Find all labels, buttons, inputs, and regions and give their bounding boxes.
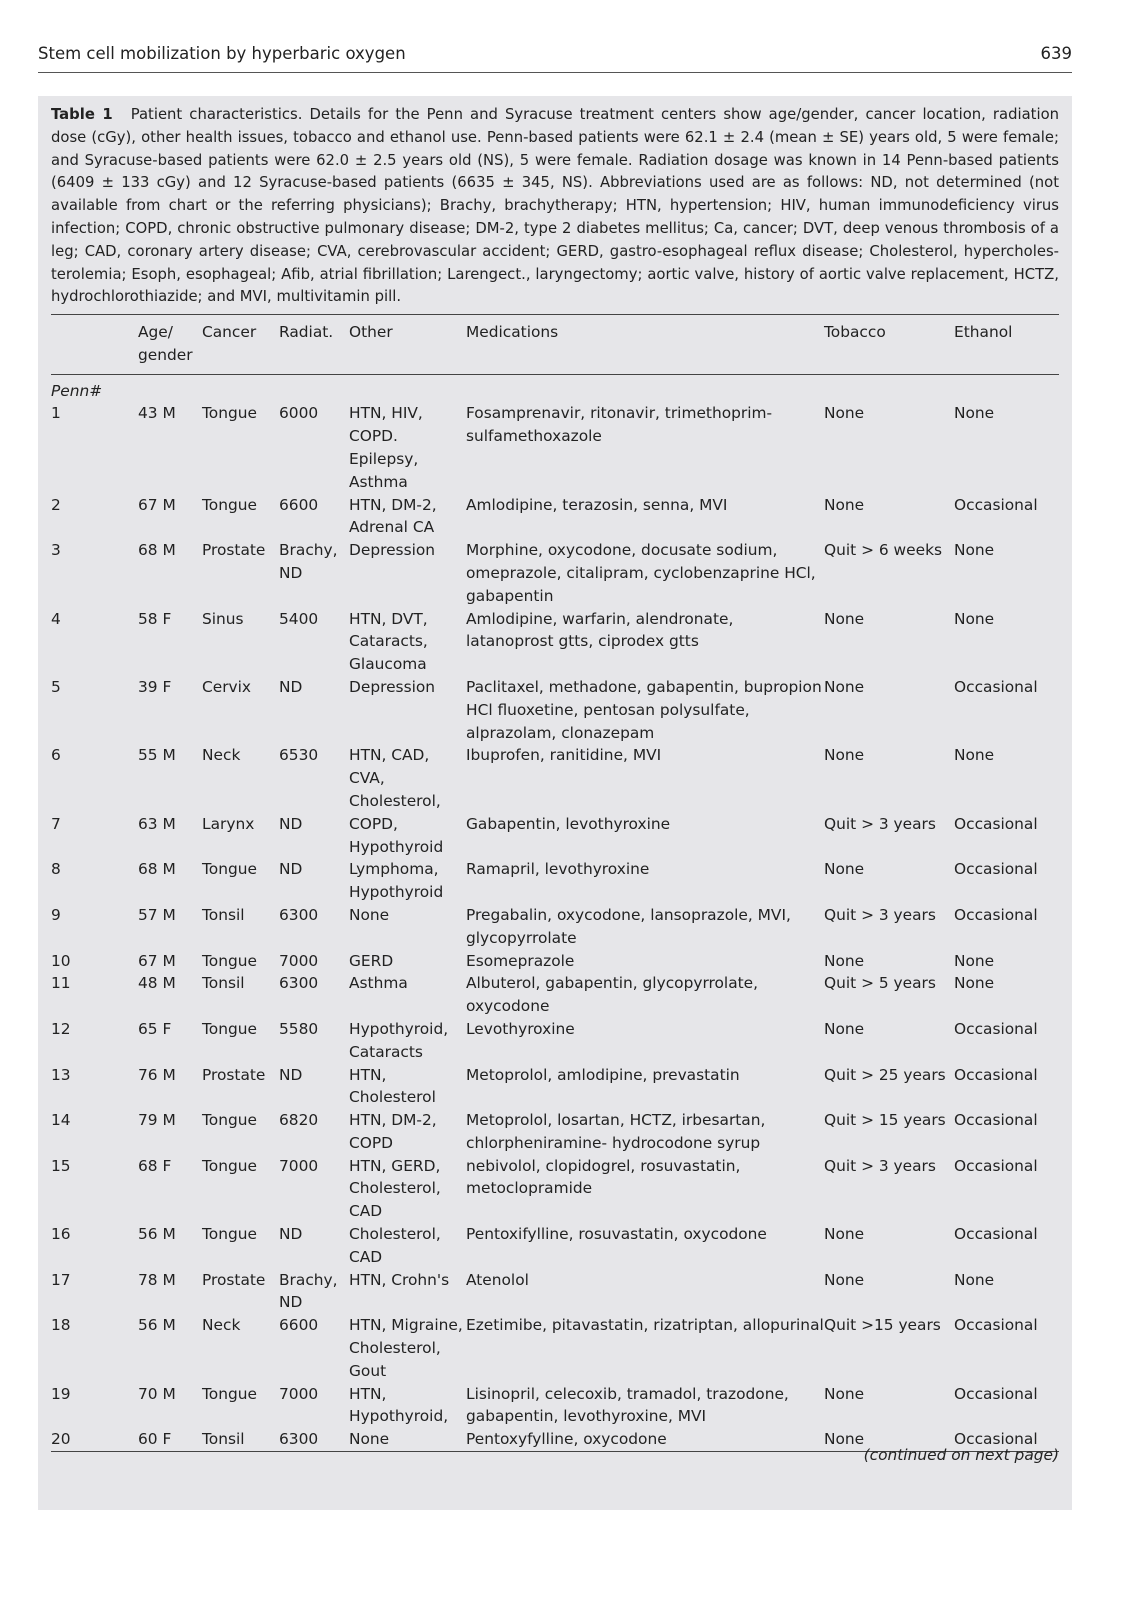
cell-radiation: ND (279, 814, 303, 833)
cell-id: 10 (51, 951, 71, 970)
cell-age-gender: 68 F (138, 1156, 172, 1175)
table-header-row (51, 315, 1059, 375)
cell-radiation: Brachy, ND (279, 541, 338, 582)
col-header-radiation: Radiat. (279, 323, 334, 341)
cell-medications: Amlodipine, warfarin, alendronate, latanoprost gtts, ciprodex gtts (466, 609, 734, 651)
cell-cancer: Tongue (202, 1384, 257, 1403)
cell-age-gender: 56 M (138, 1316, 176, 1335)
cell-cancer: Larynx (202, 814, 255, 833)
cell-medications: Paclitaxel, methadone, gabapentin, bupropion HCl fluoxetine, pentosan polysulfate, alprazolam, clonazepam (466, 677, 822, 742)
cell-ethanol: Occasional (954, 1384, 1038, 1403)
cell-age-gender: 56 M (138, 1225, 176, 1244)
cell-ethanol: Occasional (954, 860, 1038, 879)
cell-age-gender: 43 M (138, 404, 176, 423)
cell-age-gender: 48 M (138, 974, 176, 993)
table-row (51, 904, 1059, 950)
cell-medications: Pentoxifylline, rosuvastatin, oxycodone (466, 1225, 767, 1244)
cell-ethanol: Occasional (954, 495, 1038, 514)
cell-other: Asthma (349, 974, 408, 993)
cell-ethanol: Occasional (954, 677, 1038, 696)
group-row (51, 374, 1059, 402)
cell-medications: Metoprolol, amlodipine, prevastatin (466, 1065, 740, 1084)
cell-medications: Ramapril, levothyroxine (466, 860, 650, 879)
col-header-id (51, 315, 138, 375)
cell-medications: Amlodipine, terazosin, senna, MVI (466, 495, 728, 514)
table-caption-text: Patient characteristics. Details for the Penn and Syracuse treatment centers show age/gender, cancer location, radiation dose (cGy), other health issues, tobacco and ethanol use. Penn-based patients were 62.1 ± 2.4 (mean ± SE) years old, 5 were female; and Syracuse-based patients were 62.0 ± 2.5 years old (NS), 5 were female. Radiation dosage was known in 14 Penn-based patients (6409 ± 133 cGy) and 12 Syracuse-based patients (6635 ± 345, NS). Abbreviations used are as follows: ND, not determined (not available from chart or the referring physicians); Brachy, brachytherapy; HTN, hypertension; HIV, human immunodeficiency virus infection; COPD, chronic obstructive pulmonary disease; DM-2, type 2 diabetes mellitus; Ca, cancer; DVT, deep venous thrombosis of a leg; CAD, coronary artery disease; CVA, cerebrovascular accident; GERD, gastro-esophageal reflux disease; Cholesterol, hypercholesterolemia; Esoph, esophageal; Afib, atrial fibrillation; Larengect., laryngectomy; aortic valve, history of aortic valve replacement, HCTZ, hydrochlorothiazide; and MVI, multivitamin pill. (51, 106, 1059, 306)
cell-other: HTN, DM-2, Adrenal CA (349, 495, 437, 537)
cell-tobacco: Quit > 3 years (824, 814, 936, 833)
cell-age-gender: 68 M (138, 860, 176, 879)
cell-radiation: 7000 (279, 1384, 319, 1403)
cell-cancer: Cervix (202, 677, 252, 696)
cell-other: HTN, Hypothyroid, (349, 1384, 449, 1426)
cell-tobacco: Quit >15 years (824, 1316, 941, 1335)
cell-tobacco: None (824, 1019, 865, 1038)
col-header-ethanol: Ethanol (954, 323, 1013, 341)
cell-age-gender: 67 M (138, 495, 176, 514)
table-row (51, 744, 1059, 812)
cell-cancer: Neck (202, 1316, 241, 1335)
cell-cancer: Prostate (202, 1065, 266, 1084)
table-row (51, 402, 1059, 493)
cell-age-gender: 78 M (138, 1270, 176, 1289)
cell-id: 8 (51, 860, 61, 879)
cell-medications: Albuterol, gabapentin, glycopyrrolate, oxycodone (466, 974, 759, 1016)
cell-medications: Ezetimibe, pitavastatin, rizatriptan, allopurinal (466, 1316, 824, 1335)
cell-tobacco: Quit > 25 years (824, 1065, 946, 1084)
cell-id: 16 (51, 1225, 71, 1244)
table-row (51, 676, 1059, 744)
cell-id: 5 (51, 677, 61, 696)
table-caption (51, 104, 1059, 309)
cell-age-gender: 60 F (138, 1430, 172, 1449)
col-header-age-gender: Age/ gender (138, 323, 193, 364)
cell-id: 13 (51, 1065, 71, 1084)
table-row (51, 1109, 1059, 1155)
table-row (51, 1383, 1059, 1429)
cell-cancer: Tongue (202, 1019, 257, 1038)
cell-age-gender: 68 M (138, 541, 176, 560)
cell-ethanol: Occasional (954, 814, 1038, 833)
continued-note: (continued on next page) (863, 1446, 1059, 1464)
table-row (51, 950, 1059, 973)
table-row (51, 1314, 1059, 1382)
page-number: 639 (1040, 44, 1072, 63)
cell-medications: Lisinopril, celecoxib, tramadol, trazodone, gabapentin, levothyroxine, MVI (466, 1384, 789, 1426)
cell-id: 15 (51, 1156, 71, 1175)
cell-age-gender: 58 F (138, 609, 172, 628)
cell-radiation: ND (279, 677, 303, 696)
table-row (51, 813, 1059, 859)
table-panel (38, 96, 1072, 1510)
cell-tobacco: Quit > 5 years (824, 974, 936, 993)
cell-other: HTN, DVT, Cataracts, Glaucoma (349, 609, 428, 674)
cell-tobacco: None (824, 404, 865, 423)
cell-medications: Pentoxyfylline, oxycodone (466, 1430, 667, 1449)
table-row (51, 858, 1059, 904)
cell-ethanol: None (954, 609, 995, 628)
cell-tobacco: None (824, 1270, 865, 1289)
cell-ethanol: None (954, 404, 995, 423)
cell-cancer: Prostate (202, 1270, 266, 1289)
table-row (51, 1223, 1059, 1269)
cell-id: 6 (51, 746, 61, 765)
cell-cancer: Tongue (202, 495, 257, 514)
cell-other: None (349, 1430, 390, 1449)
cell-ethanol: Occasional (954, 1225, 1038, 1244)
col-header-other: Other (349, 323, 393, 341)
cell-radiation: 5400 (279, 609, 319, 628)
cell-ethanol: Occasional (954, 1316, 1038, 1335)
cell-radiation: 6820 (279, 1111, 319, 1130)
cell-radiation: 6600 (279, 1316, 319, 1335)
cell-radiation: 7000 (279, 1156, 319, 1175)
cell-tobacco: Quit > 3 years (824, 905, 936, 924)
cell-cancer: Tongue (202, 1225, 257, 1244)
col-header-cancer: Cancer (202, 323, 257, 341)
cell-id: 19 (51, 1384, 71, 1403)
cell-radiation: 7000 (279, 951, 319, 970)
cell-medications: Pregabalin, oxycodone, lansoprazole, MVI, glycopyrrolate (466, 905, 791, 947)
table-row (51, 494, 1059, 540)
cell-age-gender: 70 M (138, 1384, 176, 1403)
cell-other: Cholesterol, CAD (349, 1225, 441, 1266)
cell-ethanol: Occasional (954, 1430, 1038, 1449)
cell-id: 3 (51, 541, 61, 560)
table-row (51, 608, 1059, 676)
cell-id: 12 (51, 1019, 71, 1038)
cell-other: Hypothyroid, Cataracts (349, 1019, 449, 1061)
cell-id: 18 (51, 1316, 71, 1335)
cell-age-gender: 57 M (138, 905, 176, 924)
table-row (51, 1018, 1059, 1064)
cell-cancer: Prostate (202, 541, 266, 560)
cell-medications: Metoprolol, losartan, HCTZ, irbesartan, chlorpheniramine- hydrocodone syrup (466, 1111, 766, 1152)
cell-cancer: Tongue (202, 951, 257, 970)
cell-tobacco: None (824, 495, 865, 514)
cell-radiation: ND (279, 860, 303, 879)
cell-other: HTN, DM-2, COPD (349, 1111, 437, 1152)
cell-id: 11 (51, 974, 71, 993)
cell-radiation: Brachy, ND (279, 1270, 338, 1312)
cell-id: 14 (51, 1111, 71, 1130)
cell-tobacco: None (824, 1430, 865, 1449)
cell-ethanol: None (954, 541, 995, 560)
cell-medications: Levothyroxine (466, 1019, 575, 1038)
cell-cancer: Sinus (202, 609, 244, 628)
cell-other: HTN, CAD, CVA, Cholesterol, (349, 746, 441, 810)
table-row (51, 1064, 1059, 1110)
table-row (51, 1155, 1059, 1223)
cell-cancer: Tongue (202, 404, 257, 423)
cell-tobacco: None (824, 677, 865, 696)
cell-cancer: Tongue (202, 1111, 257, 1130)
cell-other: HTN, GERD, Cholesterol, CAD (349, 1156, 441, 1221)
cell-other: HTN, Cholesterol (349, 1065, 436, 1107)
cell-other: GERD (349, 951, 394, 970)
cell-tobacco: None (824, 609, 865, 628)
cell-medications: Atenolol (466, 1270, 529, 1289)
group-label: Penn# (51, 381, 103, 400)
cell-ethanol: Occasional (954, 1156, 1038, 1175)
cell-tobacco: None (824, 746, 865, 765)
cell-medications: Fosamprenavir, ritonavir, trimethoprim-sulfamethoxazole (466, 404, 773, 446)
cell-medications: Ibuprofen, ranitidine, MVI (466, 746, 662, 765)
cell-tobacco: None (824, 951, 865, 970)
cell-other: Depression (349, 541, 436, 560)
table-body (51, 374, 1059, 1451)
cell-id: 1 (51, 404, 61, 423)
cell-age-gender: 67 M (138, 951, 176, 970)
cell-tobacco: Quit > 15 years (824, 1111, 946, 1130)
cell-ethanol: None (954, 951, 995, 970)
cell-ethanol: None (954, 1270, 995, 1289)
cell-age-gender: 39 F (138, 677, 172, 696)
cell-other: COPD, Hypothyroid (349, 814, 444, 856)
col-header-medications: Medications (466, 323, 559, 341)
cell-medications: Esomeprazole (466, 951, 575, 970)
cell-tobacco: Quit > 3 years (824, 1156, 936, 1175)
cell-cancer: Tongue (202, 860, 257, 879)
patient-table (51, 314, 1059, 1452)
cell-ethanol: Occasional (954, 1019, 1038, 1038)
cell-id: 20 (51, 1430, 71, 1449)
cell-radiation: 6300 (279, 974, 319, 993)
cell-ethanol: None (954, 746, 995, 765)
cell-other: None (349, 905, 390, 924)
cell-cancer: Tongue (202, 1156, 257, 1175)
cell-tobacco: Quit > 6 weeks (824, 541, 942, 560)
table-row (51, 1269, 1059, 1315)
cell-radiation: ND (279, 1065, 303, 1084)
cell-other: HTN, HIV, COPD. Epilepsy, Asthma (349, 404, 423, 491)
cell-radiation: 6000 (279, 404, 319, 423)
cell-cancer: Tonsil (202, 974, 245, 993)
cell-radiation: 5580 (279, 1019, 319, 1038)
cell-id: 4 (51, 609, 61, 628)
col-header-tobacco: Tobacco (824, 323, 886, 341)
cell-id: 2 (51, 495, 61, 514)
cell-other: HTN, Migraine, Cholesterol, Gout (349, 1316, 463, 1380)
cell-radiation: 6600 (279, 495, 319, 514)
cell-ethanol: Occasional (954, 1111, 1038, 1130)
table-row (51, 972, 1059, 1018)
cell-other: Lymphoma, Hypothyroid (349, 860, 444, 902)
running-head (38, 42, 1072, 73)
cell-medications: nebivolol, clopidogrel, rosuvastatin, metoclopramide (466, 1156, 741, 1198)
cell-radiation: 6530 (279, 746, 319, 765)
cell-age-gender: 65 F (138, 1019, 172, 1038)
table-label: Table 1 (51, 106, 113, 123)
cell-tobacco: None (824, 1384, 865, 1403)
cell-other: HTN, Crohn's (349, 1270, 450, 1289)
cell-ethanol: None (954, 974, 995, 993)
cell-age-gender: 79 M (138, 1111, 176, 1130)
cell-medications: Gabapentin, levothyroxine (466, 814, 671, 833)
running-head-title: Stem cell mobilization by hyperbaric oxygen (38, 44, 406, 63)
cell-age-gender: 63 M (138, 814, 176, 833)
cell-tobacco: None (824, 1225, 865, 1244)
cell-cancer: Tonsil (202, 905, 245, 924)
cell-radiation: ND (279, 1225, 303, 1244)
cell-cancer: Tonsil (202, 1430, 245, 1449)
cell-medications: Morphine, oxycodone, docusate sodium, omeprazole, citalipram, cyclobenzaprine HCl, gabapentin (466, 541, 816, 605)
cell-ethanol: Occasional (954, 1065, 1038, 1084)
table-row (51, 539, 1059, 607)
cell-ethanol: Occasional (954, 905, 1038, 924)
cell-id: 9 (51, 905, 61, 924)
cell-age-gender: 76 M (138, 1065, 176, 1084)
cell-id: 7 (51, 814, 61, 833)
cell-radiation: 6300 (279, 905, 319, 924)
cell-radiation: 6300 (279, 1430, 319, 1449)
cell-cancer: Neck (202, 746, 241, 765)
cell-id: 17 (51, 1270, 71, 1289)
cell-tobacco: None (824, 860, 865, 879)
cell-age-gender: 55 M (138, 746, 176, 765)
cell-other: Depression (349, 677, 436, 696)
